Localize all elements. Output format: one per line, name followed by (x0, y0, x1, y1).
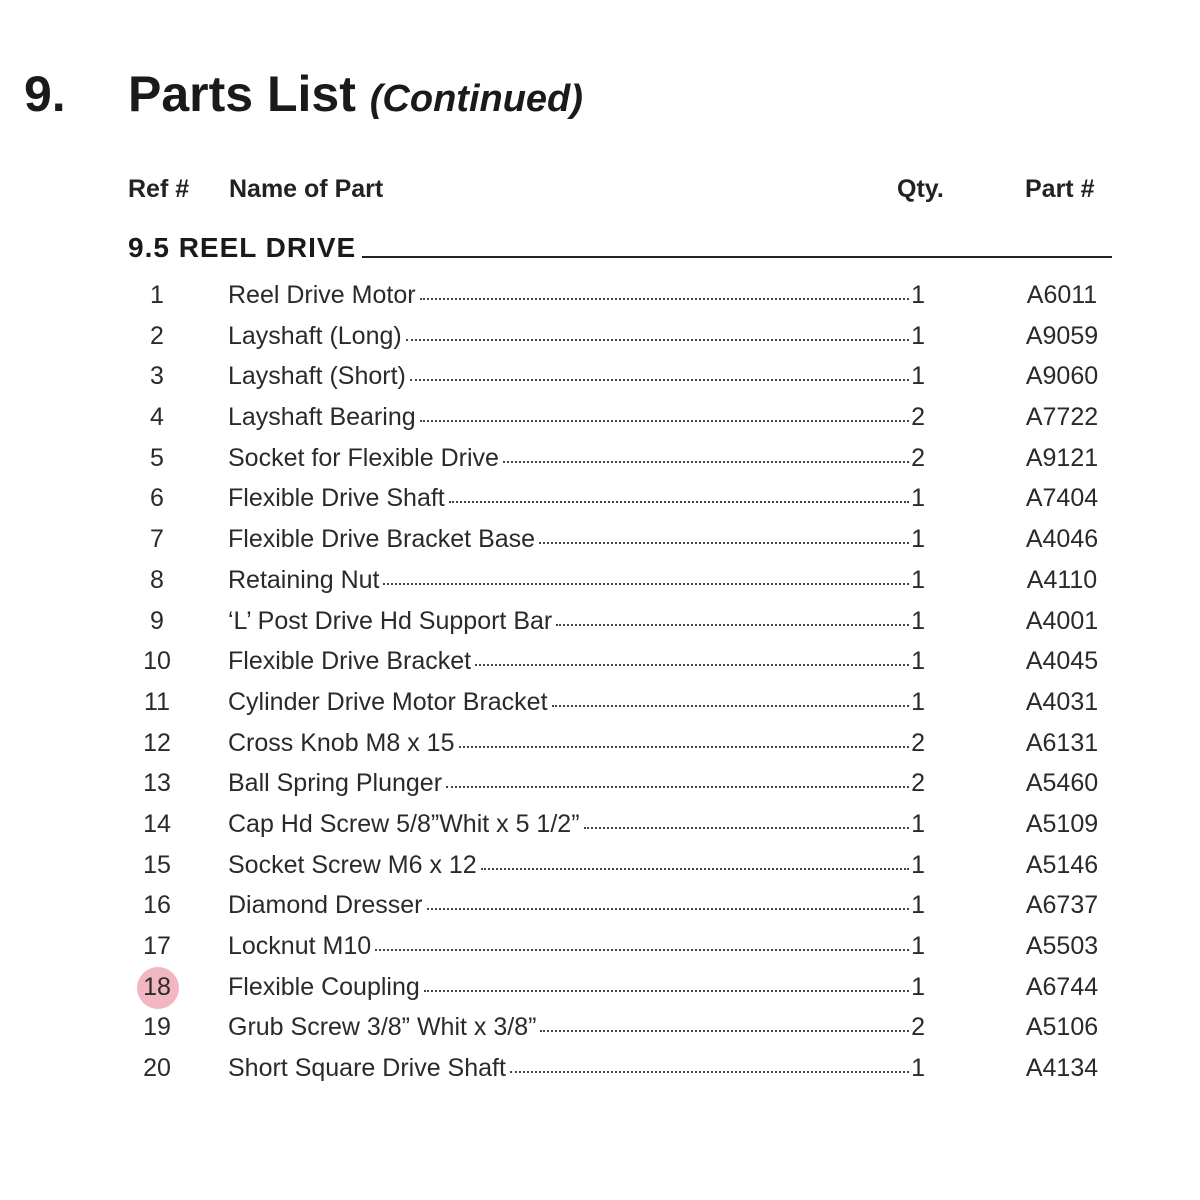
part-qty: 1 (911, 809, 925, 838)
dot-leader (427, 907, 910, 910)
part-qty: 1 (911, 362, 925, 391)
section-heading (128, 226, 1112, 266)
part-name: Reel Drive Motor (228, 281, 416, 309)
part-qty: 1 (911, 484, 925, 513)
ref-number: 15 (143, 850, 171, 879)
part-name: Socket for Flexible Drive (228, 443, 499, 472)
part-qty: 1 (911, 525, 925, 554)
dot-leader (406, 338, 909, 341)
dot-leader (556, 623, 909, 626)
table-row (0, 477, 1200, 518)
part-name-cell (228, 278, 925, 312)
part-qty: 1 (911, 647, 925, 676)
ref-number: 16 (143, 891, 171, 920)
part-name-cell (228, 970, 925, 1004)
part-number: A4031 (1025, 687, 1099, 716)
part-name: Layshaft (Short) (228, 362, 406, 391)
table-row (0, 396, 1200, 437)
table-row (0, 315, 1200, 356)
part-name-cell (228, 522, 925, 556)
ref-number-highlighted: 18 (130, 970, 184, 1004)
part-name: Cap Hd Screw 5/8”Whit x 5 1/2” (228, 809, 580, 838)
ref-number: 20 (143, 1054, 171, 1083)
part-name-cell (228, 563, 925, 597)
part-name-cell (228, 726, 925, 760)
ref-number: 9 (150, 606, 164, 635)
part-name: Socket Screw M6 x 12 (228, 850, 477, 879)
part-qty: 2 (911, 1013, 925, 1042)
dot-leader (383, 582, 909, 585)
part-number: A5109 (1025, 809, 1099, 838)
part-number: A7722 (1025, 403, 1099, 432)
part-name: ‘L’ Post Drive Hd Support Bar (228, 606, 553, 635)
part-name: Flexible Drive Bracket (228, 647, 472, 676)
table-row (0, 274, 1200, 315)
part-number: A5106 (1025, 1013, 1099, 1042)
table-row (0, 640, 1200, 681)
part-qty: 2 (911, 443, 925, 472)
dot-leader (375, 948, 909, 951)
dot-leader (424, 989, 909, 992)
part-number: A6744 (1025, 972, 1099, 1001)
part-number: A6737 (1025, 891, 1099, 920)
ref-number: 13 (143, 769, 171, 798)
part-name-cell (228, 481, 925, 515)
part-number: A5146 (1025, 850, 1099, 879)
part-qty: 1 (911, 687, 925, 716)
column-header-qty: Qty. (897, 175, 944, 203)
dot-leader (552, 704, 910, 707)
part-name-cell (228, 888, 925, 922)
table-row (0, 518, 1200, 559)
parts-table (0, 274, 1200, 1088)
part-name: Flexible Coupling (228, 972, 420, 1001)
part-number: A4001 (1025, 606, 1099, 635)
table-row (0, 559, 1200, 600)
table-row (0, 1006, 1200, 1047)
table-row (0, 681, 1200, 722)
part-name-cell (228, 644, 925, 678)
part-qty: 2 (911, 728, 925, 757)
dot-leader (510, 1070, 909, 1073)
dot-leader (420, 419, 909, 422)
table-row (0, 437, 1200, 478)
ref-number: 3 (150, 362, 164, 391)
ref-number: 11 (144, 687, 170, 716)
part-name: Diamond Dresser (228, 891, 423, 920)
table-row (0, 884, 1200, 925)
part-qty: 2 (911, 769, 925, 798)
ref-number: 2 (150, 321, 164, 350)
ref-number: 1 (150, 281, 164, 309)
page-subtitle: (Continued) (369, 78, 583, 120)
table-row (0, 803, 1200, 844)
part-number: A6011 (1026, 281, 1098, 309)
ref-number: 6 (150, 484, 164, 513)
table-row (0, 722, 1200, 763)
dot-leader (410, 378, 909, 381)
ref-number: 19 (143, 1013, 171, 1042)
part-name: Ball Spring Plunger (228, 769, 443, 798)
part-qty: 1 (911, 932, 925, 960)
part-name-cell (228, 1010, 925, 1044)
part-qty: 1 (911, 321, 925, 350)
dot-leader (459, 745, 910, 748)
part-number: A9060 (1025, 362, 1099, 391)
part-name: Flexible Drive Shaft (228, 484, 445, 513)
part-name: Layshaft (Long) (228, 321, 402, 350)
part-name: Short Square Drive Shaft (228, 1054, 506, 1083)
dot-leader (481, 867, 909, 870)
dot-leader (420, 297, 910, 300)
part-number: A4046 (1025, 525, 1099, 554)
part-qty: 1 (911, 1054, 925, 1083)
part-number: A4045 (1025, 647, 1099, 676)
column-header-part: Part # (1025, 175, 1095, 203)
dot-leader (539, 541, 909, 544)
table-row (0, 600, 1200, 641)
ref-number: 4 (150, 403, 164, 432)
part-number: A9121 (1025, 443, 1099, 472)
ref-number: 10 (143, 647, 171, 676)
part-name: Layshaft Bearing (228, 403, 416, 432)
column-header-ref: Ref # (128, 175, 190, 203)
page-title (128, 64, 583, 129)
part-name: Grub Screw 3/8” Whit x 3/8” (228, 1013, 537, 1042)
ref-number: 12 (143, 728, 171, 757)
part-name-cell (228, 441, 925, 475)
part-qty: 2 (911, 403, 925, 432)
part-number: A6131 (1025, 728, 1099, 757)
section-number: 9. (24, 66, 66, 122)
part-name-cell (228, 604, 925, 638)
ref-number: 5 (150, 443, 164, 472)
dot-leader (449, 500, 909, 503)
part-number: A9059 (1025, 321, 1099, 350)
part-name-cell (228, 319, 925, 353)
part-name-cell (228, 400, 925, 434)
part-name: Flexible Drive Bracket Base (228, 525, 536, 554)
part-name-cell (228, 359, 925, 393)
part-qty: 1 (911, 850, 925, 879)
table-row (0, 844, 1200, 885)
part-qty: 1 (911, 281, 925, 309)
dot-leader (503, 460, 909, 463)
part-number: A5460 (1025, 769, 1099, 798)
table-row (0, 762, 1200, 803)
section-rule (362, 256, 1112, 258)
table-row (0, 966, 1200, 1007)
column-header-name: Name of Part (229, 175, 384, 203)
dot-leader (475, 663, 909, 666)
part-qty: 1 (911, 565, 925, 594)
ref-number: 8 (150, 565, 164, 594)
ref-number: 17 (143, 932, 171, 960)
dot-leader (584, 826, 910, 829)
part-name: Cylinder Drive Motor Bracket (228, 687, 548, 716)
part-qty: 1 (911, 606, 925, 635)
part-name-cell (228, 766, 925, 800)
part-name-cell (228, 848, 925, 882)
part-number: A5503 (1025, 932, 1099, 960)
section-label: 9.5 REEL DRIVE (128, 232, 357, 263)
ref-number: 7 (150, 525, 164, 554)
part-qty: 1 (911, 972, 925, 1001)
part-name-cell (228, 807, 925, 841)
ref-number: 14 (143, 809, 171, 838)
table-row (0, 355, 1200, 396)
table-row (0, 925, 1200, 966)
part-name-cell (228, 929, 925, 963)
dot-leader (540, 1029, 909, 1032)
part-number: A7404 (1025, 484, 1099, 513)
dot-leader (446, 785, 909, 788)
part-number: A4110 (1026, 565, 1098, 594)
part-name-cell (228, 1051, 925, 1085)
part-name: Retaining Nut (228, 565, 380, 594)
part-qty: 1 (911, 891, 925, 920)
part-name-cell (228, 685, 925, 719)
table-row (0, 1047, 1200, 1088)
page-title-text: Parts List (128, 66, 356, 122)
part-name: Cross Knob M8 x 15 (228, 728, 455, 757)
part-name: Locknut M10 (228, 932, 372, 960)
part-number: A4134 (1025, 1054, 1099, 1083)
